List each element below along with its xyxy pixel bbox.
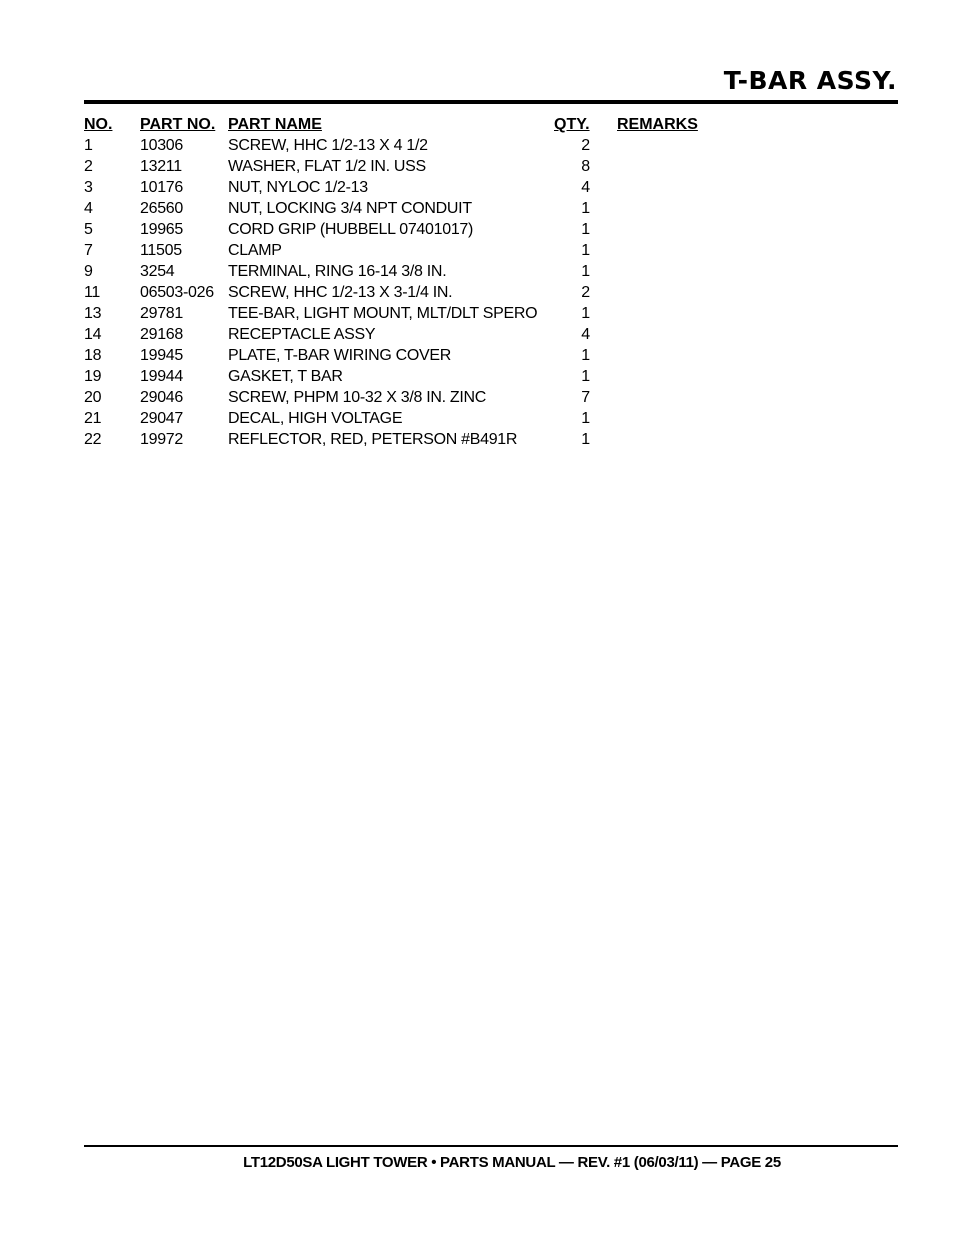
cell-part-name: NUT, NYLOC 1/2-13 <box>228 179 368 196</box>
cell-no: 4 <box>84 200 93 217</box>
table-row <box>84 324 898 345</box>
cell-part-name: NUT, LOCKING 3/4 NPT CONDUIT <box>228 200 472 217</box>
cell-remarks <box>617 177 817 198</box>
footer-divider <box>84 1145 898 1147</box>
column-header-part-no: PART NO. <box>140 116 216 133</box>
cell-remarks <box>617 240 817 261</box>
cell-remarks <box>617 282 817 303</box>
cell-remarks <box>617 156 817 177</box>
cell-qty: 1 <box>581 410 590 427</box>
cell-part-no: 3254 <box>140 263 175 280</box>
cell-remarks <box>617 198 817 219</box>
cell-no: 2 <box>84 158 93 175</box>
cell-remarks <box>617 408 817 429</box>
cell-remarks <box>617 219 817 240</box>
column-header-qty: QTY. <box>554 116 590 133</box>
cell-remarks <box>617 429 817 450</box>
cell-qty: 1 <box>581 242 590 259</box>
cell-no: 9 <box>84 263 93 280</box>
cell-part-name: TERMINAL, RING 16-14 3/8 IN. <box>228 263 447 280</box>
cell-qty: 2 <box>581 284 590 301</box>
table-row <box>84 135 898 156</box>
cell-qty: 1 <box>581 368 590 385</box>
cell-part-no: 29781 <box>140 305 183 322</box>
cell-part-name: TEE-BAR, LIGHT MOUNT, MLT/DLT SPERO <box>228 305 538 322</box>
cell-part-no: 06503-026 <box>140 284 214 301</box>
cell-part-name: SCREW, PHPM 10-32 X 3/8 IN. ZINC <box>228 389 487 406</box>
cell-no: 20 <box>84 389 102 406</box>
table-header-row <box>84 114 898 135</box>
cell-part-name: SCREW, HHC 1/2-13 X 4 1/2 <box>228 137 428 154</box>
table-row <box>84 198 898 219</box>
cell-qty: 2 <box>581 137 590 154</box>
cell-no: 19 <box>84 368 102 385</box>
cell-part-no: 29168 <box>140 326 183 343</box>
cell-part-no: 10176 <box>140 179 183 196</box>
cell-remarks <box>617 303 817 324</box>
cell-qty: 1 <box>581 263 590 280</box>
title-divider <box>84 100 898 104</box>
page-title: T-BAR ASSY. <box>723 66 897 95</box>
cell-remarks <box>617 345 817 366</box>
table-row <box>84 366 898 387</box>
cell-qty: 1 <box>581 200 590 217</box>
cell-part-name: DECAL, HIGH VOLTAGE <box>228 410 403 427</box>
cell-qty: 4 <box>581 326 590 343</box>
cell-no: 1 <box>84 137 93 154</box>
table-row <box>84 282 898 303</box>
cell-part-name: REFLECTOR, RED, PETERSON #B491R <box>228 431 518 448</box>
cell-no: 18 <box>84 347 102 364</box>
cell-qty: 7 <box>581 389 590 406</box>
cell-no: 3 <box>84 179 93 196</box>
cell-no: 21 <box>84 410 102 427</box>
cell-part-no: 19972 <box>140 431 183 448</box>
cell-no: 7 <box>84 242 93 259</box>
cell-qty: 1 <box>581 305 590 322</box>
table-row <box>84 429 898 450</box>
cell-part-no: 29046 <box>140 389 183 406</box>
column-header-remarks: REMARKS <box>617 116 698 133</box>
cell-no: 13 <box>84 305 102 322</box>
page-footer: LT12D50SA LIGHT TOWER • PARTS MANUAL — REV. #1 (06/03/11) — PAGE 25 <box>243 1154 781 1171</box>
table-row <box>84 177 898 198</box>
cell-part-no: 19965 <box>140 221 183 238</box>
table-row <box>84 345 898 366</box>
cell-remarks <box>617 324 817 345</box>
cell-qty: 1 <box>581 221 590 238</box>
cell-part-no: 19944 <box>140 368 183 385</box>
cell-no: 22 <box>84 431 102 448</box>
parts-list-table <box>84 114 898 450</box>
table-row <box>84 156 898 177</box>
cell-part-no: 10306 <box>140 137 183 154</box>
table-row <box>84 219 898 240</box>
cell-remarks <box>617 261 817 282</box>
cell-part-name: CORD GRIP (HUBBELL 07401017) <box>228 221 474 238</box>
table-row <box>84 240 898 261</box>
cell-part-no: 29047 <box>140 410 183 427</box>
column-header-part-name: PART NAME <box>228 116 322 133</box>
cell-qty: 8 <box>581 158 590 175</box>
cell-no: 11 <box>84 284 101 301</box>
cell-qty: 4 <box>581 179 590 196</box>
column-header-no: NO. <box>84 116 113 133</box>
cell-qty: 1 <box>581 347 590 364</box>
table-row <box>84 303 898 324</box>
cell-remarks <box>617 366 817 387</box>
cell-no: 14 <box>84 326 102 343</box>
cell-part-no: 19945 <box>140 347 183 364</box>
cell-part-no: 11505 <box>140 242 182 259</box>
cell-no: 5 <box>84 221 93 238</box>
cell-part-name: WASHER, FLAT 1/2 IN. USS <box>228 158 426 175</box>
cell-part-name: CLAMP <box>228 242 282 259</box>
cell-part-no: 26560 <box>140 200 183 217</box>
cell-remarks <box>617 135 817 156</box>
table-body <box>84 135 898 450</box>
table-row <box>84 261 898 282</box>
cell-qty: 1 <box>581 431 590 448</box>
cell-part-name: SCREW, HHC 1/2-13 X 3-1/4 IN. <box>228 284 453 301</box>
cell-part-name: RECEPTACLE ASSY <box>228 326 376 343</box>
cell-remarks <box>617 387 817 408</box>
table-row <box>84 387 898 408</box>
cell-part-name: PLATE, T-BAR WIRING COVER <box>228 347 452 364</box>
table-row <box>84 408 898 429</box>
cell-part-no: 13211 <box>140 158 182 175</box>
cell-part-name: GASKET, T BAR <box>228 368 343 385</box>
